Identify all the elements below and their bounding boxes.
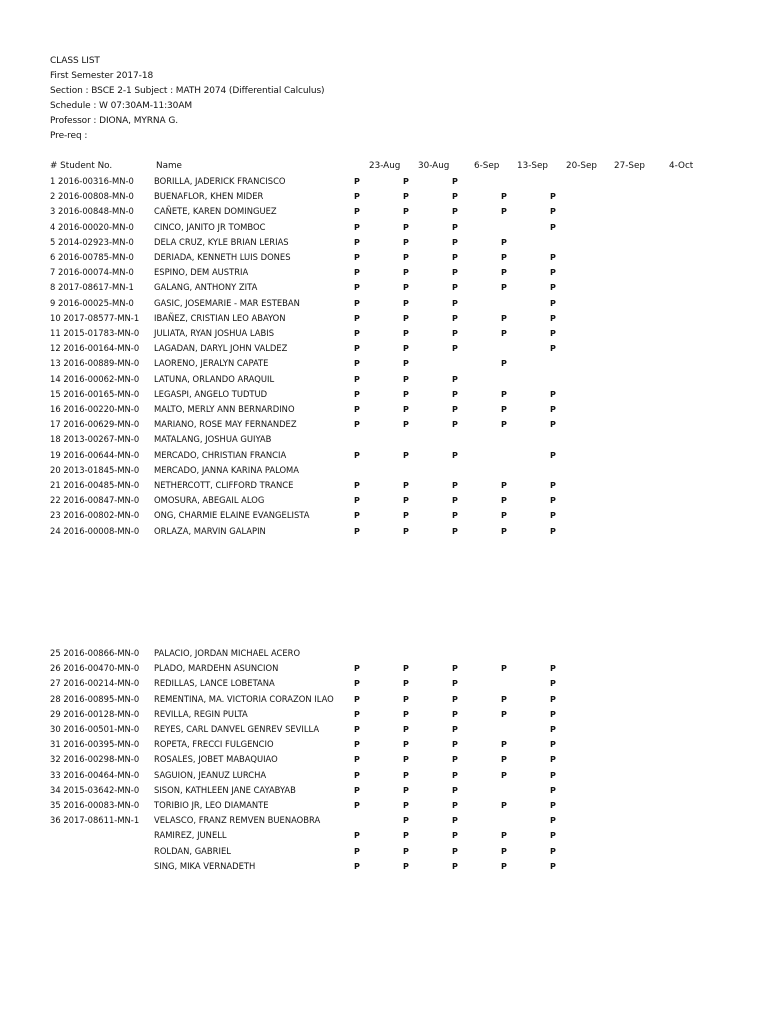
attendance-mark: P bbox=[501, 511, 507, 521]
student-name: NETHERCOTT, CLIFFORD TRANCE bbox=[154, 480, 294, 490]
attendance-mark: P bbox=[550, 664, 556, 674]
attendance-mark: P bbox=[501, 359, 507, 369]
professor-line: Professor : DIONA, MYRNA G. bbox=[50, 116, 179, 126]
attendance-mark: P bbox=[452, 511, 458, 521]
attendance-mark: P bbox=[354, 344, 360, 354]
semester-line: First Semester 2017-18 bbox=[50, 71, 154, 81]
attendance-mark: P bbox=[452, 740, 458, 750]
attendance-mark: P bbox=[550, 450, 556, 460]
attendance-mark: P bbox=[403, 253, 409, 262]
attendance-mark: P bbox=[354, 253, 360, 262]
student-number: 2 2016-00808-MN-0 bbox=[50, 191, 134, 202]
attendance-mark: P bbox=[501, 709, 507, 719]
column-header-date: 30-Aug bbox=[418, 161, 450, 171]
attendance-mark: P bbox=[550, 694, 556, 704]
column-header-date: 20-Sep bbox=[566, 161, 597, 171]
attendance-mark: P bbox=[354, 420, 360, 430]
table-row bbox=[0, 676, 768, 691]
attendance-mark: P bbox=[354, 740, 360, 750]
attendance-mark: P bbox=[452, 298, 458, 308]
attendance-mark: P bbox=[452, 450, 458, 460]
student-name: REDILLAS, LANCE LOBETANA bbox=[154, 678, 275, 689]
student-name: REMENTINA, MA. VICTORIA CORAZON ILAO bbox=[154, 693, 334, 704]
student-name: DELA CRUZ, KYLE BRIAN LERIAS bbox=[154, 236, 289, 247]
attendance-mark: P bbox=[452, 481, 458, 490]
student-number: 6 2016-00785-MN-0 bbox=[50, 252, 134, 262]
student-name: ONG, CHARMIE ELAINE EVANGELISTA bbox=[154, 510, 310, 521]
attendance-mark: P bbox=[550, 709, 556, 719]
attendance-mark: P bbox=[501, 770, 507, 780]
table-row bbox=[0, 250, 768, 265]
attendance-mark: P bbox=[354, 405, 360, 414]
attendance-mark: P bbox=[452, 222, 458, 232]
student-number: 12 2016-00164-MN-0 bbox=[50, 343, 140, 354]
attendance-mark: P bbox=[550, 861, 556, 871]
student-name: RAMIREZ, JUNELL bbox=[154, 830, 227, 841]
attendance-mark: P bbox=[354, 785, 360, 795]
attendance-mark: P bbox=[354, 283, 360, 293]
student-number: 26 2016-00470-MN-0 bbox=[50, 663, 140, 674]
table-row bbox=[0, 432, 768, 447]
attendance-mark: P bbox=[550, 740, 556, 750]
table-row bbox=[0, 752, 768, 767]
student-number: 21 2016-00485-MN-0 bbox=[50, 480, 140, 490]
table-row bbox=[0, 478, 768, 493]
student-name: GASIC, JOSEMARIE - MAR ESTEBAN bbox=[154, 297, 300, 308]
attendance-mark: P bbox=[452, 709, 458, 719]
attendance-mark: P bbox=[354, 237, 360, 247]
student-name: VELASCO, FRANZ REMVEN BUENAOBRA bbox=[154, 815, 321, 826]
attendance-mark: P bbox=[501, 694, 507, 704]
table-row bbox=[0, 828, 768, 843]
attendance-mark: P bbox=[501, 192, 507, 202]
attendance-mark: P bbox=[354, 725, 360, 734]
attendance-mark: P bbox=[501, 801, 507, 810]
attendance-mark: P bbox=[550, 526, 556, 536]
student-number: 7 2016-00074-MN-0 bbox=[50, 267, 134, 278]
student-name: LAORENO, JERALYN CAPATE bbox=[154, 358, 269, 369]
student-name: MERCADO, CHRISTIAN FRANCIA bbox=[154, 449, 287, 460]
attendance-mark: P bbox=[550, 405, 556, 414]
attendance-mark: P bbox=[452, 526, 458, 536]
attendance-mark: P bbox=[403, 298, 409, 308]
attendance-mark: P bbox=[354, 831, 360, 841]
attendance-mark: P bbox=[452, 253, 458, 262]
attendance-mark: P bbox=[550, 831, 556, 841]
attendance-mark: P bbox=[354, 511, 360, 521]
attendance-mark: P bbox=[501, 831, 507, 841]
attendance-mark: P bbox=[550, 329, 556, 338]
student-name: ROSALES, JOBET MABAQUIAO bbox=[154, 754, 278, 765]
table-row bbox=[0, 402, 768, 417]
student-name: CINCO, JANITO JR TOMBOC bbox=[154, 221, 266, 232]
attendance-mark: P bbox=[403, 374, 409, 384]
attendance-mark: P bbox=[354, 313, 360, 323]
attendance-mark: P bbox=[403, 740, 409, 750]
attendance-mark: P bbox=[354, 846, 360, 856]
student-name: CAÑETE, KAREN DOMINGUEZ bbox=[154, 206, 277, 217]
student-name: ROLDAN, GABRIEL bbox=[154, 845, 231, 856]
table-row bbox=[0, 813, 768, 828]
student-number: 34 2015-03642-MN-0 bbox=[50, 784, 140, 795]
attendance-mark: P bbox=[501, 846, 507, 856]
attendance-mark: P bbox=[403, 846, 409, 856]
attendance-mark: P bbox=[501, 313, 507, 323]
attendance-mark: P bbox=[403, 359, 409, 369]
table-row bbox=[0, 341, 768, 356]
attendance-mark: P bbox=[501, 755, 507, 765]
attendance-mark: P bbox=[550, 207, 556, 217]
student-name: OMOSURA, ABEGAIL ALOG bbox=[154, 495, 265, 506]
attendance-mark: P bbox=[501, 420, 507, 430]
attendance-mark: P bbox=[354, 694, 360, 704]
table-row bbox=[0, 417, 768, 432]
attendance-mark: P bbox=[403, 770, 409, 780]
attendance-mark: P bbox=[550, 389, 556, 399]
attendance-mark: P bbox=[403, 237, 409, 247]
table-row bbox=[0, 493, 768, 508]
attendance-mark: P bbox=[550, 481, 556, 490]
student-number: 4 2016-00020-MN-0 bbox=[50, 221, 134, 232]
student-number: 33 2016-00464-MN-0 bbox=[50, 769, 140, 780]
attendance-mark: P bbox=[452, 283, 458, 293]
table-row bbox=[0, 722, 768, 737]
student-name: SISON, KATHLEEN JANE CAYABYAB bbox=[154, 784, 296, 795]
student-number: 31 2016-00395-MN-0 bbox=[50, 739, 140, 750]
attendance-mark: P bbox=[403, 816, 409, 826]
student-number: 14 2016-00062-MN-0 bbox=[50, 373, 140, 384]
attendance-mark: P bbox=[354, 389, 360, 399]
column-header-date: 27-Sep bbox=[614, 161, 645, 171]
attendance-mark: P bbox=[452, 344, 458, 354]
student-number: 9 2016-00025-MN-0 bbox=[50, 297, 134, 308]
column-header-date: 23-Aug bbox=[369, 161, 401, 171]
student-name: ESPINO, DEM AUSTRIA bbox=[154, 267, 249, 278]
attendance-mark: P bbox=[403, 450, 409, 460]
attendance-mark: P bbox=[550, 313, 556, 323]
attendance-mark: P bbox=[354, 177, 360, 186]
table-row bbox=[0, 265, 768, 280]
student-number: 13 2016-00889-MN-0 bbox=[50, 358, 140, 369]
column-header-date: 4-Oct bbox=[669, 161, 694, 171]
attendance-mark: P bbox=[354, 222, 360, 232]
attendance-mark: P bbox=[550, 420, 556, 430]
attendance-mark: P bbox=[452, 313, 458, 323]
student-number: 24 2016-00008-MN-0 bbox=[50, 525, 140, 536]
attendance-mark: P bbox=[354, 481, 360, 490]
table-row bbox=[0, 661, 768, 676]
student-name: SING, MIKA VERNADETH bbox=[154, 860, 256, 871]
attendance-mark: P bbox=[403, 861, 409, 871]
student-number: 20 2013-01845-MN-0 bbox=[50, 464, 140, 475]
attendance-mark: P bbox=[550, 679, 556, 689]
table-row bbox=[0, 235, 768, 250]
attendance-mark: P bbox=[501, 237, 507, 247]
attendance-mark: P bbox=[550, 253, 556, 262]
attendance-mark: P bbox=[354, 207, 360, 217]
student-name: MARIANO, ROSE MAY FERNANDEZ bbox=[154, 419, 297, 430]
attendance-mark: P bbox=[501, 268, 507, 278]
table-row bbox=[0, 783, 768, 798]
attendance-mark: P bbox=[452, 420, 458, 430]
student-name: GALANG, ANTHONY ZITA bbox=[154, 282, 258, 293]
attendance-mark: P bbox=[550, 283, 556, 293]
attendance-mark: P bbox=[354, 770, 360, 780]
attendance-mark: P bbox=[354, 679, 360, 689]
attendance-mark: P bbox=[452, 177, 458, 186]
attendance-mark: P bbox=[501, 389, 507, 399]
student-number: 3 2016-00848-MN-0 bbox=[50, 206, 134, 217]
student-number: 11 2015-01783-MN-0 bbox=[50, 328, 140, 338]
student-number: 22 2016-00847-MN-0 bbox=[50, 495, 140, 506]
attendance-mark: P bbox=[354, 192, 360, 202]
table-row bbox=[0, 844, 768, 859]
student-number: 15 2016-00165-MN-0 bbox=[50, 388, 140, 399]
attendance-mark: P bbox=[403, 420, 409, 430]
column-header-name: Name bbox=[156, 161, 182, 171]
table-row bbox=[0, 326, 768, 341]
student-name: MATALANG, JOSHUA GUIYAB bbox=[154, 434, 272, 445]
student-number: 19 2016-00644-MN-0 bbox=[50, 449, 140, 460]
attendance-mark: P bbox=[452, 329, 458, 338]
attendance-mark: P bbox=[452, 374, 458, 384]
student-name: BORILLA, JADERICK FRANCISCO bbox=[154, 176, 286, 186]
student-name: LEGASPI, ANGELO TUDTUD bbox=[154, 388, 268, 399]
attendance-mark: P bbox=[354, 298, 360, 308]
student-name: TORIBIO JR, LEO DIAMANTE bbox=[154, 800, 269, 810]
attendance-mark: P bbox=[403, 511, 409, 521]
table-row bbox=[0, 387, 768, 402]
table-row bbox=[0, 707, 768, 722]
attendance-mark: P bbox=[403, 405, 409, 414]
student-number: 32 2016-00298-MN-0 bbox=[50, 754, 140, 765]
attendance-mark: P bbox=[403, 344, 409, 354]
attendance-mark: P bbox=[501, 481, 507, 490]
attendance-mark: P bbox=[403, 283, 409, 293]
attendance-mark: P bbox=[354, 709, 360, 719]
attendance-mark: P bbox=[403, 268, 409, 278]
attendance-mark: P bbox=[452, 496, 458, 506]
attendance-mark: P bbox=[452, 679, 458, 689]
attendance-mark: P bbox=[452, 268, 458, 278]
table-row bbox=[0, 356, 768, 371]
attendance-mark: P bbox=[403, 664, 409, 674]
column-header-date: 6-Sep bbox=[474, 161, 500, 171]
attendance-mark: P bbox=[403, 496, 409, 506]
attendance-mark: P bbox=[550, 298, 556, 308]
attendance-mark: P bbox=[403, 313, 409, 323]
attendance-mark: P bbox=[452, 801, 458, 810]
attendance-mark: P bbox=[550, 816, 556, 826]
student-number: 36 2017-08611-MN-1 bbox=[50, 815, 140, 826]
attendance-mark: P bbox=[403, 755, 409, 765]
student-name: SAGUION, JEANUZ LURCHA bbox=[154, 769, 267, 780]
student-name: PALACIO, JORDAN MICHAEL ACERO bbox=[154, 648, 301, 658]
attendance-mark: P bbox=[550, 511, 556, 521]
attendance-mark: P bbox=[354, 496, 360, 506]
student-name: REYES, CARL DANVEL GENREV SEVILLA bbox=[154, 724, 320, 734]
table-row bbox=[0, 463, 768, 478]
attendance-mark: P bbox=[403, 192, 409, 202]
student-number: 5 2014-02923-MN-0 bbox=[50, 236, 134, 247]
student-name: ORLAZA, MARVIN GALAPIN bbox=[154, 525, 266, 536]
attendance-mark: P bbox=[452, 405, 458, 414]
attendance-mark: P bbox=[354, 526, 360, 536]
attendance-mark: P bbox=[403, 785, 409, 795]
attendance-mark: P bbox=[403, 679, 409, 689]
attendance-mark: P bbox=[550, 268, 556, 278]
attendance-mark: P bbox=[452, 192, 458, 202]
student-number: 8 2017-08617-MN-1 bbox=[50, 282, 134, 293]
student-number: 30 2016-00501-MN-0 bbox=[50, 724, 140, 734]
student-number: 16 2016-00220-MN-0 bbox=[50, 404, 140, 414]
student-number: 35 2016-00083-MN-0 bbox=[50, 800, 140, 810]
attendance-mark: P bbox=[354, 268, 360, 278]
student-number: 25 2016-00866-MN-0 bbox=[50, 648, 140, 658]
attendance-mark: P bbox=[403, 694, 409, 704]
attendance-mark: P bbox=[452, 861, 458, 871]
table-row bbox=[0, 798, 768, 813]
attendance-mark: P bbox=[550, 770, 556, 780]
attendance-mark: P bbox=[550, 846, 556, 856]
attendance-mark: P bbox=[501, 526, 507, 536]
document-title: CLASS LIST bbox=[50, 56, 100, 66]
student-number: 28 2016-00895-MN-0 bbox=[50, 693, 140, 704]
attendance-mark: P bbox=[452, 725, 458, 734]
attendance-mark: P bbox=[550, 785, 556, 795]
prereq-line: Pre-req : bbox=[50, 131, 88, 141]
attendance-mark: P bbox=[501, 405, 507, 414]
attendance-mark: P bbox=[550, 192, 556, 202]
attendance-mark: P bbox=[403, 329, 409, 338]
attendance-mark: P bbox=[501, 496, 507, 506]
table-row bbox=[0, 692, 768, 707]
table-row bbox=[0, 311, 768, 326]
student-name: LATUNA, ORLANDO ARAQUIL bbox=[154, 373, 275, 384]
table-row bbox=[0, 859, 768, 874]
column-header-date: 13-Sep bbox=[517, 161, 548, 171]
attendance-mark: P bbox=[550, 801, 556, 810]
attendance-mark: P bbox=[403, 222, 409, 232]
attendance-mark: P bbox=[550, 222, 556, 232]
attendance-mark: P bbox=[452, 785, 458, 795]
attendance-mark: P bbox=[452, 770, 458, 780]
schedule-line: Schedule : W 07:30AM-11:30AM bbox=[50, 101, 193, 111]
attendance-mark: P bbox=[452, 207, 458, 217]
student-name: DERIADA, KENNETH LUIS DONES bbox=[154, 252, 291, 262]
student-name: REVILLA, REGIN PULTA bbox=[154, 708, 248, 719]
attendance-mark: P bbox=[403, 481, 409, 490]
section-subject-line: Section : BSCE 2-1 Subject : MATH 2074 (Differential Calculus) bbox=[50, 86, 325, 96]
table-row bbox=[0, 296, 768, 311]
attendance-mark: P bbox=[403, 801, 409, 810]
attendance-mark: P bbox=[452, 389, 458, 399]
table-header-row bbox=[0, 159, 768, 174]
table-row bbox=[0, 372, 768, 387]
attendance-mark: P bbox=[452, 831, 458, 841]
attendance-mark: P bbox=[403, 725, 409, 734]
attendance-mark: P bbox=[354, 450, 360, 460]
table-row bbox=[0, 220, 768, 235]
attendance-mark: P bbox=[452, 694, 458, 704]
student-name: LAGADAN, DARYL JOHN VALDEZ bbox=[154, 343, 288, 354]
attendance-mark: P bbox=[354, 374, 360, 384]
attendance-mark: P bbox=[550, 344, 556, 354]
student-number: 1 2016-00316-MN-0 bbox=[50, 176, 134, 186]
attendance-mark: P bbox=[550, 496, 556, 506]
student-number: 17 2016-00629-MN-0 bbox=[50, 419, 140, 430]
attendance-mark: P bbox=[452, 816, 458, 826]
attendance-mark: P bbox=[354, 329, 360, 338]
attendance-mark: P bbox=[403, 389, 409, 399]
attendance-mark: P bbox=[501, 207, 507, 217]
student-number: 29 2016-00128-MN-0 bbox=[50, 708, 140, 719]
student-name: MALTO, MERLY ANN BERNARDINO bbox=[154, 404, 295, 414]
attendance-mark: P bbox=[501, 664, 507, 674]
attendance-mark: P bbox=[354, 801, 360, 810]
attendance-mark: P bbox=[403, 709, 409, 719]
table-row bbox=[0, 174, 768, 189]
student-name: MERCADO, JANNA KARINA PALOMA bbox=[154, 464, 300, 475]
table-row bbox=[0, 737, 768, 752]
table-row bbox=[0, 768, 768, 783]
attendance-mark: P bbox=[550, 755, 556, 765]
table-row bbox=[0, 646, 768, 661]
attendance-mark: P bbox=[452, 846, 458, 856]
attendance-mark: P bbox=[501, 283, 507, 293]
attendance-mark: P bbox=[403, 831, 409, 841]
attendance-mark: P bbox=[501, 740, 507, 750]
student-number: 27 2016-00214-MN-0 bbox=[50, 678, 140, 689]
table-row bbox=[0, 524, 768, 539]
attendance-mark: P bbox=[354, 755, 360, 765]
attendance-mark: P bbox=[452, 237, 458, 247]
attendance-mark: P bbox=[354, 664, 360, 674]
table-row bbox=[0, 508, 768, 523]
student-name: JULIATA, RYAN JOSHUA LABIS bbox=[154, 328, 275, 338]
attendance-mark: P bbox=[403, 177, 409, 186]
student-name: PLADO, MARDEHN ASUNCION bbox=[154, 663, 279, 674]
attendance-mark: P bbox=[452, 664, 458, 674]
attendance-mark: P bbox=[354, 861, 360, 871]
attendance-mark: P bbox=[501, 253, 507, 262]
attendance-mark: P bbox=[550, 725, 556, 734]
attendance-mark: P bbox=[403, 526, 409, 536]
attendance-mark: P bbox=[354, 359, 360, 369]
column-header-student: # Student No. bbox=[50, 161, 113, 171]
table-row bbox=[0, 448, 768, 463]
student-name: IBAÑEZ, CRISTIAN LEO ABAYON bbox=[154, 312, 286, 323]
student-number: 23 2016-00802-MN-0 bbox=[50, 510, 140, 521]
table-row bbox=[0, 280, 768, 295]
table-row bbox=[0, 189, 768, 204]
attendance-mark: P bbox=[501, 861, 507, 871]
table-row bbox=[0, 204, 768, 219]
attendance-mark: P bbox=[403, 207, 409, 217]
student-name: ROPETA, FRECCI FULGENCIO bbox=[154, 739, 274, 750]
attendance-mark: P bbox=[452, 755, 458, 765]
attendance-mark: P bbox=[501, 329, 507, 338]
student-number: 10 2017-08577-MN-1 bbox=[50, 312, 140, 323]
student-number: 18 2013-00267-MN-0 bbox=[50, 434, 140, 445]
student-name: BUENAFLOR, KHEN MIDER bbox=[154, 191, 264, 202]
